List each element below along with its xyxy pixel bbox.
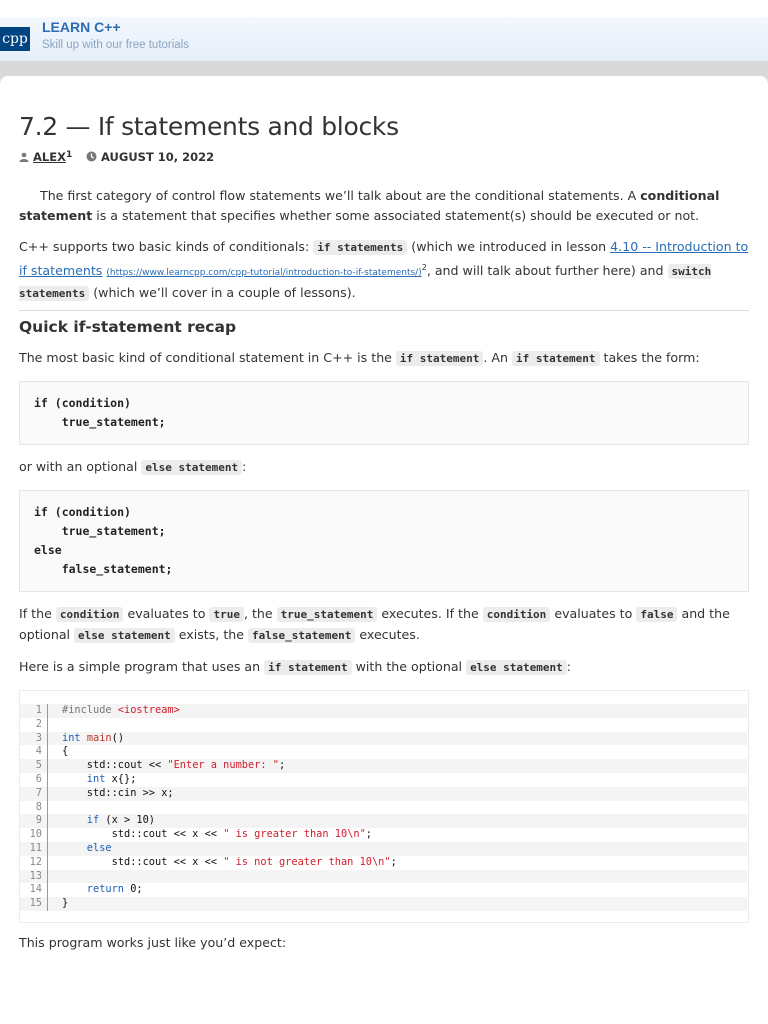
code-if-statement: if statement: [396, 351, 483, 366]
code-line: [20, 883, 747, 897]
author-meta: [19, 150, 72, 165]
if-else-form-code: if (condition) true_statement; else false_statement;: [34, 505, 173, 576]
code-false-statement: false_statement: [248, 628, 355, 643]
line-number: 2: [20, 718, 48, 732]
code-else-statement: else statement: [466, 660, 567, 675]
line-number: 12: [20, 856, 48, 870]
code-line-text: else: [62, 841, 112, 854]
code-line-text: std::cout << "Enter a number: ";: [62, 759, 286, 772]
kinds-paragraph: C++ supports two basic kinds of conditionals: if statements (which we introduced in lesson 4.10 -- Introduction to if statements (https://www.learncpp.com/cpp-tutorial/introduction-to-if-statements/)$^2$, and will talk about further here) and switch statements (which we’ll cover in a couple of lessons).: [19, 239, 749, 300]
code-line-text: }: [62, 897, 69, 910]
code-if-statement: if statement: [264, 660, 351, 675]
line-number: 15: [20, 897, 48, 911]
code-line: [20, 801, 747, 815]
author-footnote[interactable]: 1: [65, 150, 73, 160]
line-number: 5: [20, 759, 48, 773]
code-line: [20, 759, 747, 773]
code-false: false: [636, 607, 677, 622]
publish-date: AUGUST 10, 2022: [101, 150, 215, 164]
code-switch-statements: switch statements: [19, 265, 712, 300]
line-number: 14: [20, 883, 48, 897]
code-line-text: std::cin >> x;: [62, 786, 174, 799]
line-number: 11: [20, 842, 48, 856]
page-title: 7.2 — If statements and blocks: [19, 112, 399, 141]
intro-paragraph: The first category of control flow statements we’ll talk about are the conditional statements. A conditional statement is a statement that specifies whether some associated statement(s) should be executed or not.: [19, 188, 720, 223]
code-line-text: return 0;: [62, 883, 143, 896]
code-line: [20, 814, 747, 828]
code-line: [20, 897, 747, 911]
code-listing[interactable]: [19, 690, 749, 923]
lesson-link[interactable]: 4.10 -- Introduction to if statements: [19, 239, 749, 278]
code-line-text: {: [62, 745, 69, 758]
lesson-url[interactable]: (https://www.learncpp.com/cpp-tutorial/introduction-to-if-statements/): [106, 268, 422, 278]
site-logo[interactable]: cpp: [0, 27, 30, 51]
if-form-code-block: [19, 381, 749, 445]
optional-else-paragraph: or with an optional else statement :: [19, 459, 247, 474]
line-number: 6: [20, 773, 48, 787]
term-conditional-statement: conditional statement: [19, 188, 720, 223]
code-else-statement: else statement: [141, 460, 242, 475]
code-if-statement: if statement: [512, 351, 599, 366]
line-number: 10: [20, 828, 48, 842]
author-link[interactable]: ALEX: [33, 150, 66, 164]
if-form-code: if (condition) true_statement;: [34, 396, 166, 429]
code-line-text: #include <iostream>: [62, 704, 180, 716]
code-else-statement: else statement: [74, 628, 175, 643]
code-condition: condition: [56, 607, 124, 622]
code-condition: condition: [483, 607, 551, 622]
line-number: 13: [20, 870, 48, 884]
line-number: 1: [20, 704, 48, 718]
user-icon: [19, 151, 29, 165]
site-header: [0, 17, 768, 61]
code-line: [20, 842, 747, 856]
code-line-text: [48, 870, 62, 884]
line-number: 3: [20, 732, 48, 746]
site-title[interactable]: LEARN C++: [42, 19, 121, 35]
code-line-text: if (x > 10): [62, 814, 155, 827]
recap-paragraph: The most basic kind of conditional statement in C++ is the if statement . An if statement takes the form:: [19, 350, 700, 365]
code-line: [20, 732, 747, 746]
code-if-statements: if statements: [313, 240, 407, 255]
line-number: 8: [20, 801, 48, 815]
evaluates-paragraph: If the condition evaluates to true , the true_statement executes. If the condition evaluates to false and the optional else statement exists, the false_statement executes.: [19, 606, 730, 642]
code-line-text: int x{};: [62, 772, 137, 785]
if-else-form-code-block: [19, 490, 749, 592]
code-line: [20, 704, 747, 718]
clock-icon: [86, 151, 97, 165]
section-heading: Quick if-statement recap: [19, 318, 237, 336]
code-line: [20, 856, 747, 870]
code-line: [20, 718, 747, 732]
code-line: [20, 773, 747, 787]
code-line-text: int main(): [62, 731, 125, 744]
line-number: 9: [20, 814, 48, 828]
section-divider: [19, 310, 749, 311]
code-line-text: [48, 801, 62, 815]
code-line-text: std::cout << x << " is not greater than 10\n";: [62, 855, 397, 868]
closing-paragraph: This program works just like you’d expect:: [19, 935, 287, 950]
code-line-text: std::cout << x << " is greater than 10\n";: [62, 828, 372, 841]
code-true: true: [209, 607, 244, 622]
date-meta: [86, 150, 214, 165]
link-footnote[interactable]: 2: [421, 263, 427, 272]
line-number: 4: [20, 745, 48, 759]
code-line: [20, 870, 747, 884]
simple-program-paragraph: Here is a simple program that uses an if statement with the optional else statement :: [19, 659, 572, 674]
code-line-text: [48, 718, 62, 732]
site-tagline: Skill up with our free tutorials: [42, 39, 190, 51]
code-line: [20, 787, 747, 801]
code-line: [20, 745, 747, 759]
code-true-statement: true_statement: [277, 607, 378, 622]
code-listing-lines: [20, 704, 747, 911]
line-number: 7: [20, 787, 48, 801]
code-line: [20, 828, 747, 842]
